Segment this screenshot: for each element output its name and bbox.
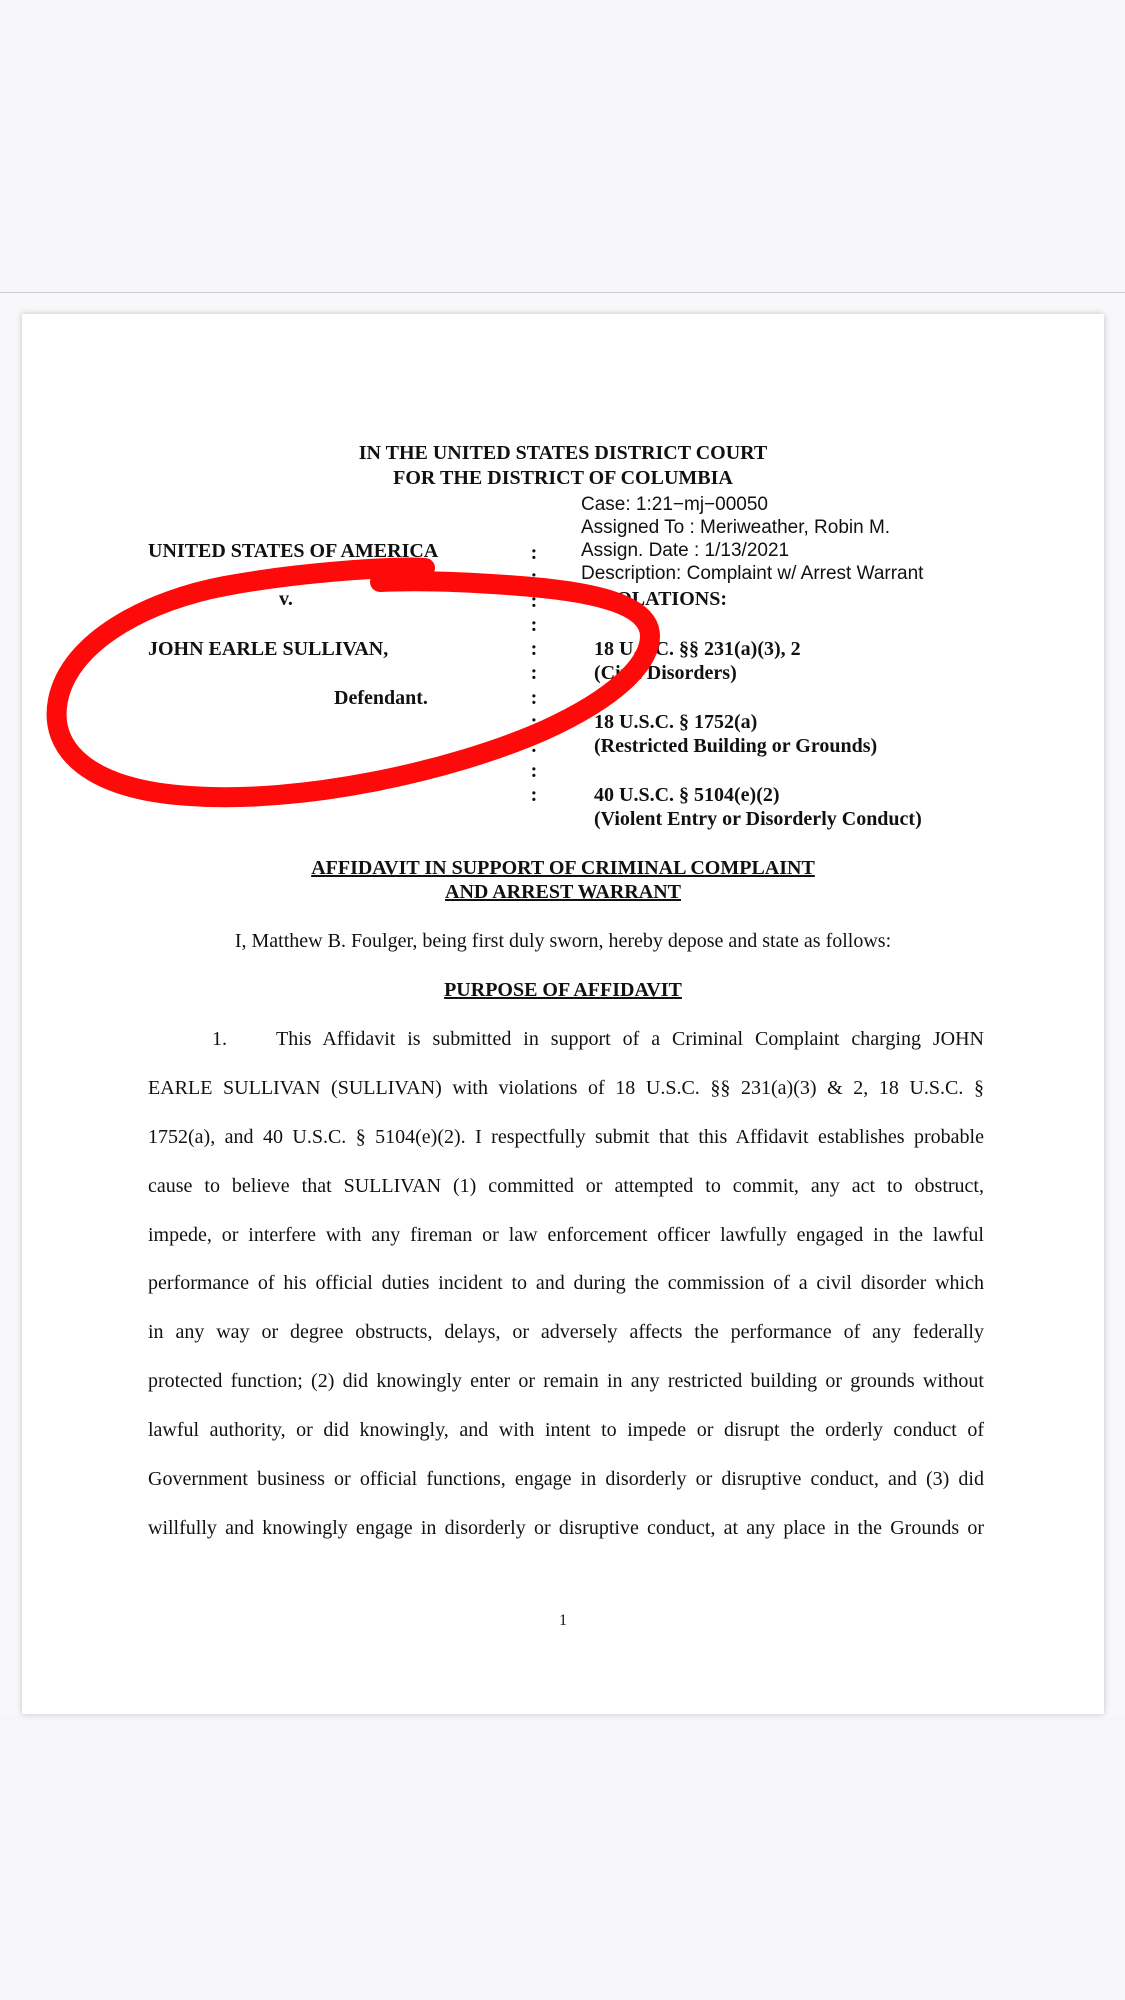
intro-statement: I, Matthew B. Foulger, being first duly sworn, hereby depose and state as follows:: [234, 930, 892, 952]
court-district: FOR THE DISTRICT OF COLUMBIA: [393, 467, 733, 489]
page-number: 1: [559, 1612, 567, 1629]
paragraph-line: protected function; (2) did knowingly enter or remain in any restricted building or grounds without: [148, 1370, 984, 1392]
document-page: [22, 314, 1104, 1714]
affidavit-title-line2: AND ARREST WARRANT: [445, 881, 681, 903]
caption-plaintiff: UNITED STATES OF AMERICA: [148, 540, 439, 562]
paragraph-line: This Affidavit is submitted in support of a Criminal Complaint charging JOHN: [276, 1028, 984, 1050]
violations-heading: VIOLATIONS:: [594, 588, 727, 610]
violation-statute: 40 U.S.C. § 5104(e)(2): [594, 784, 780, 806]
stamp-case-number: Case: 1:21−mj−00050: [581, 494, 768, 515]
viewer-bottom-area: [0, 1717, 1125, 2000]
paragraph-line: performance of his official duties incident to and during the commission of a civil disorder which: [148, 1272, 984, 1294]
paragraph-line: 1752(a), and 40 U.S.C. § 5104(e)(2). I respectfully submit that this Affidavit establishes probable: [148, 1126, 984, 1148]
caption-colon: :: [530, 614, 538, 636]
violation-description: (Restricted Building or Grounds): [594, 735, 878, 757]
violation-description: (Civil Disorders): [594, 662, 737, 684]
caption-defendant-name: JOHN EARLE SULLIVAN,: [148, 638, 389, 660]
caption-colon: :: [530, 590, 538, 612]
violation-description: (Violent Entry or Disorderly Conduct): [594, 808, 922, 830]
paragraph-line: willfully and knowingly engage in disorderly or disruptive conduct, at any place in the Grounds or: [148, 1517, 984, 1539]
violation-statute: 18 U.S.C. §§ 231(a)(3), 2: [594, 638, 801, 660]
court-name: IN THE UNITED STATES DISTRICT COURT: [358, 442, 768, 464]
viewer-top-area: [0, 0, 1125, 293]
stamp-description: Description: Complaint w/ Arrest Warrant: [581, 563, 924, 584]
affidavit-title: AFFIDAVIT IN SUPPORT OF CRIMINAL COMPLAINT: [311, 857, 815, 879]
stamp-assign-date: Assign. Date : 1/13/2021: [581, 540, 790, 561]
paragraph-line: Government business or official functions, engage in disorderly or disruptive conduct, and (3) did: [148, 1468, 984, 1490]
caption-defendant-label: Defendant.: [334, 687, 428, 709]
caption-colon: :: [530, 687, 538, 709]
paragraph-line: cause to believe that SULLIVAN (1) committed or attempted to commit, any act to obstruct,: [148, 1175, 984, 1197]
paragraph-line: impede, or interfere with any fireman or law enforcement officer lawfully engaged in the lawful: [148, 1224, 984, 1246]
violation-statute: 18 U.S.C. § 1752(a): [594, 711, 758, 733]
stamp-assigned-to: Assigned To : Meriweather, Robin M.: [581, 517, 891, 538]
caption-colon: :: [530, 735, 538, 757]
caption-colon: :: [530, 711, 538, 733]
caption-colon: :: [530, 662, 538, 684]
caption-colon: :: [530, 566, 538, 588]
caption-colon: :: [530, 638, 538, 660]
paragraph-line: lawful authority, or did knowingly, and with intent to impede or disrupt the orderly conduct of: [148, 1419, 984, 1441]
caption-colon: :: [530, 542, 538, 564]
paragraph-line: in any way or degree obstructs, delays, or adversely affects the performance of any federally: [148, 1321, 984, 1343]
caption-versus: v.: [279, 588, 293, 610]
caption-colon: :: [530, 784, 538, 806]
section-heading: PURPOSE OF AFFIDAVIT: [444, 979, 682, 1001]
paragraph-line: EARLE SULLIVAN (SULLIVAN) with violations of 18 U.S.C. §§ 231(a)(3) & 2, 18 U.S.C. §: [148, 1077, 984, 1099]
paragraph-number: 1.: [212, 1028, 227, 1050]
caption-colon: :: [530, 760, 538, 782]
